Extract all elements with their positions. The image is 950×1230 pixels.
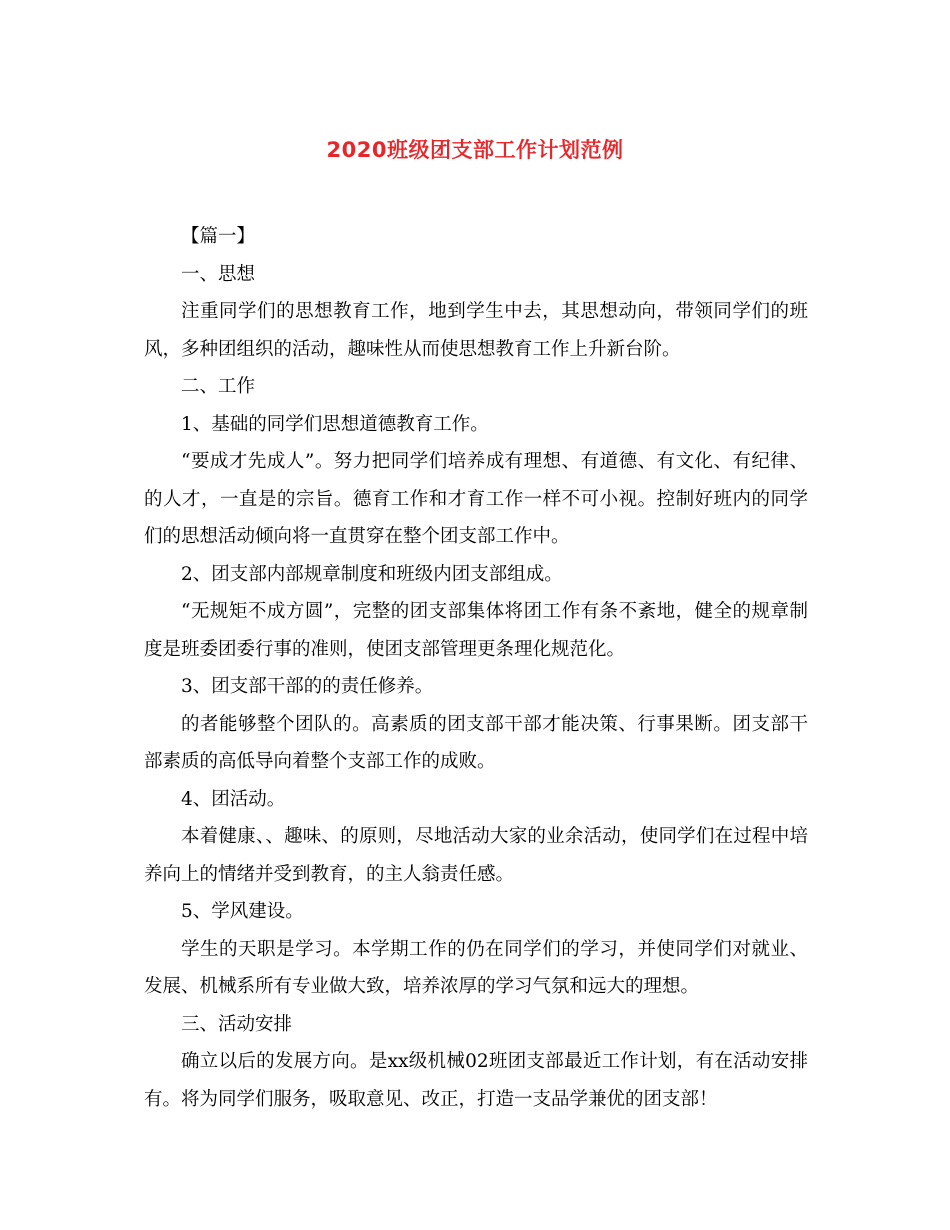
section-label: 【篇一】: [181, 226, 256, 247]
document-body: [144, 218, 808, 1118]
paragraph-item-4: 本着健康、、趣味、的原则，尽地活动大家的业余活动，使同学们在过程中培养向上的情绪并受到教育，的主人翁责任感。: [144, 826, 808, 885]
paragraph-activities: 确立以后的发展方向。是xx级机械02班团支部最近工作计划，有在活动安排有。将为同学们服务，吸取意见、改正，打造一支品学兼优的团支部！: [144, 1051, 808, 1110]
document-title: 2020班级团支部工作计划范例: [326, 138, 624, 162]
item-5: 5、学风建设。: [181, 901, 304, 922]
paragraph-thought: 注重同学们的思想教育工作，地到学生中去，其思想动向，带领同学们的班风，多种团组织的活动，趣味性从而使思想教育工作上升新台阶。: [144, 301, 808, 360]
heading-thought: 一、思想: [181, 263, 256, 285]
paragraph-item-1: “要成才先成人”。努力把同学们培养成有理想、有道德、有文化、有纪律、的人才，一直是的宗旨。德育工作和才育工作一样不可小视。控制好班内的同学们的思想活动倾向将一直贯穿在整个团支部工作中。: [144, 451, 808, 547]
item-2: 2、团支部内部规章制度和班级内团支部组成。: [181, 563, 563, 585]
item-3: 3、团支部干部的的责任修养。: [181, 676, 434, 697]
paragraph-item-3: 的者能够整个团队的。高素质的团支部干部才能决策、行事果断。团支部干部素质的高低导向着整个支部工作的成败。: [144, 713, 808, 772]
heading-activities: 三、活动安排: [181, 1013, 293, 1035]
heading-work: 二、工作: [181, 376, 256, 397]
item-4: 4、团活动。: [181, 788, 286, 810]
paragraph-item-5: 学生的天职是学习。本学期工作的仍在同学们的学习，并使同学们对就业、发展、机械系所有专业做大致，培养浓厚的学习气氛和远大的理想。: [144, 938, 808, 997]
paragraph-item-2: “无规矩不成方圆”，完整的团支部集体将团工作有条不紊地，健全的规章制度是班委团委行事的准则，使团支部管理更条理化规范化。: [144, 601, 808, 660]
item-1: 1、基础的同学们思想道德教育工作。: [181, 413, 489, 435]
